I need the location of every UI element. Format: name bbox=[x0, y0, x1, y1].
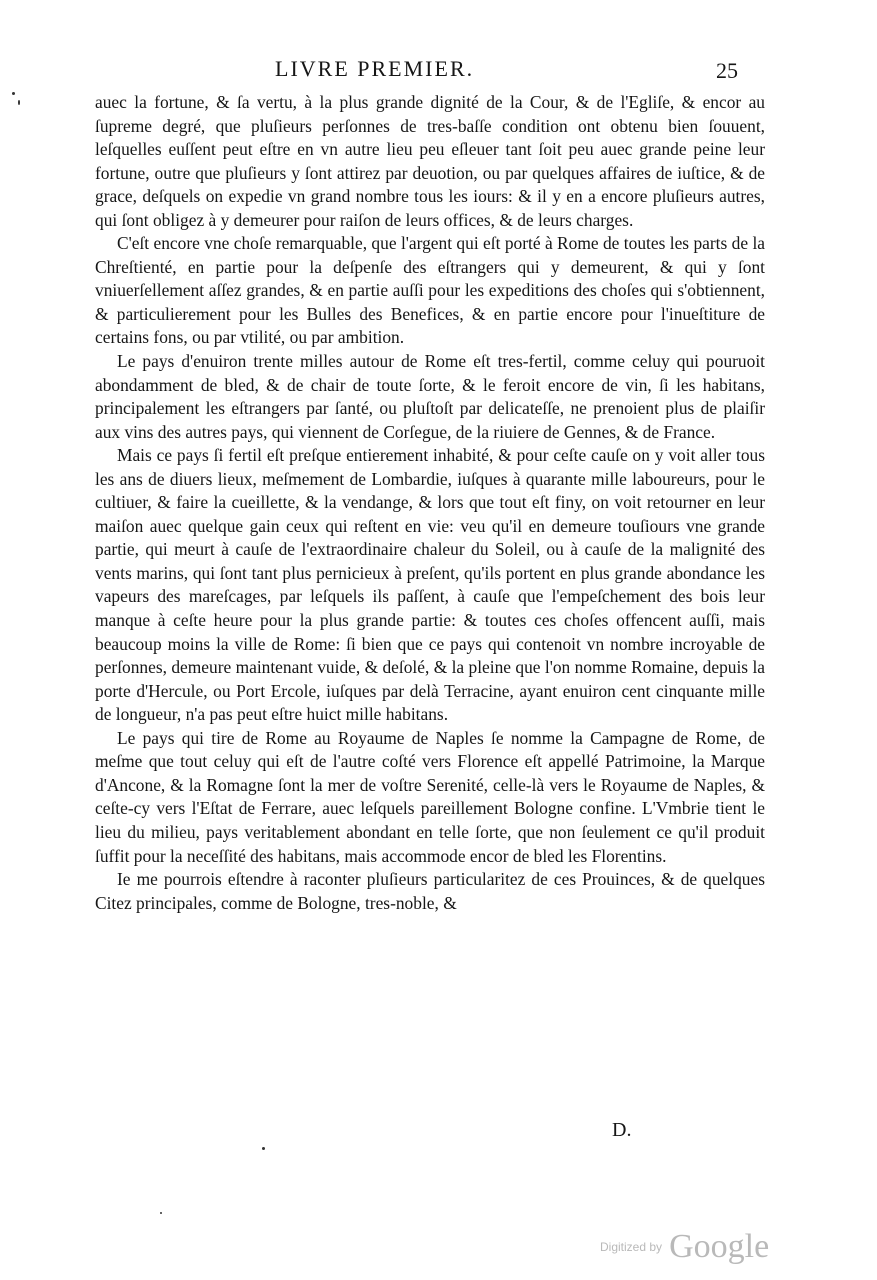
digitized-watermark bbox=[600, 1228, 769, 1266]
ink-speck bbox=[18, 100, 20, 105]
body-text bbox=[95, 91, 765, 915]
paragraph: Le pays qui tire de Rome au Royaume de Naples ſe nomme la Campagne de Rome, de meſme que tout celuy qui eſt de l'autre coſté vers Florence eſt appellé Patrimoine, la Marque d'Ancone, & la Romagne ſont la mer de voſtre Serenité, celle-là vers le Royaume de Naples, & ceſte-cy vers l'Eſtat de Ferrare, auec leſquels pareillement Bologne confine. L'Vmbrie tient le lieu du milieu, pays veritablement abondant en telle ſorte, que non ſeulement ce qu'il produit ſuffit pour la neceſſité des habitans, mais accommode encor de bled les Florentins. bbox=[95, 727, 765, 866]
digitized-label: Digitized by bbox=[600, 1240, 663, 1254]
paragraph: C'eſt encore vne choſe remarquable, que l'argent qui eſt porté à Rome de toutes les parts de la Chreſtienté, en partie pour la deſpenſe des eſtrangers qui y demeurent, & qui y ſont vniuerſellement aſſez grandes, & en partie auſſi pour les expeditions des choſes qui s'obtiennent, & particulierement pour les Bulles des Benefices, & en partie encore pour l'inueſtiture de certains fons, ou par vtilité, ou par ambition. bbox=[95, 233, 765, 348]
paragraph: Le pays d'enuiron trente milles autour de Rome eſt tres-fertil, comme celuy qui pouruoit abondamment de bled, & de chair de toute ſorte, & le feroit encore de vin, ſi les habitans, principalement les eſtrangers par ſanté, ou pluſtoſt par delicateſſe, ne prenoient plus de plaiſir aux vins des autres pays, qui viennent de Corſegue, de la riuiere de Gennes, & de France. bbox=[95, 351, 765, 442]
signature-mark: D. bbox=[612, 1119, 632, 1141]
paragraph: Ie me pourrois eſtendre à raconter pluſieurs particularitez de ces Prouinces, & de quelques Citez principales, comme de Bologne, tres-noble, & bbox=[95, 869, 765, 913]
ink-speck bbox=[12, 92, 15, 95]
ink-speck bbox=[262, 1147, 265, 1150]
paragraph: auec la fortune, & ſa vertu, à la plus grande dignité de la Cour, & de l'Egliſe, & encor au ſupreme degré, que pluſieurs perſonnes de tres-baſſe condition ont obtenu bien ſouuent, leſquelles euſſent peut eſtre en vn autre lieu peu eſleuer tant ſoit peu auec grande peine leur fortune, outre que pluſieurs y ſont attirez par deuotion, ou par quelques affaires de iuſtice, & de grace, deſquels on expedie vn grand nombre tous les iours: & il y en a encore pluſieurs autres, qui ſont obligez à y demeurer pour raiſon de leurs offices, & de leurs charges. bbox=[95, 92, 765, 230]
google-logo: Google bbox=[669, 1228, 770, 1265]
running-head: LIVRE PREMIER. bbox=[275, 56, 475, 81]
paragraph: Mais ce pays ſi fertil eſt preſque entierement inhabité, & pour ceſte cauſe on y voit aller tous les ans de diuers lieux, meſmement de Lombardie, iuſques à quarante mille laboureurs, pour le cultiuer, & faire la cueillette, & la vendange, & lors que tout eſt finy, on voit retourner en leur maiſon auec quelque gain ceux qui reſtent en vie: veu qu'il en demeure touſiours vne grande partie, qui meurt à cauſe de l'extraordinaire chaleur du Soleil, ou à cauſe de la malignité des vents marins, qui ſont tant plus pernicieux à preſent, qu'ils portent en plus grande abondance les vapeurs des mareſcages, par leſquels ils paſſent, à cauſe que l'empeſchement des bois leur manque à ceſte heure pour la plus grande partie: & toutes ces choſes offencent auſſi, mais beaucoup moins la ville de Rome: ſi bien que ce pays qui contenoit vn nombre incroyable de perſonnes, demeure maintenant vuide, & deſolé, & la pleine que l'on nomme Romaine, depuis la porte d'Hercule, ou Port Ercole, iuſques par delà Terracine, ayant enuiron cent cinquante mille de longueur, n'a pas peut eſtre huict mille habitans. bbox=[95, 445, 765, 725]
ink-speck bbox=[160, 1212, 162, 1214]
page-number: 25 bbox=[716, 58, 738, 83]
